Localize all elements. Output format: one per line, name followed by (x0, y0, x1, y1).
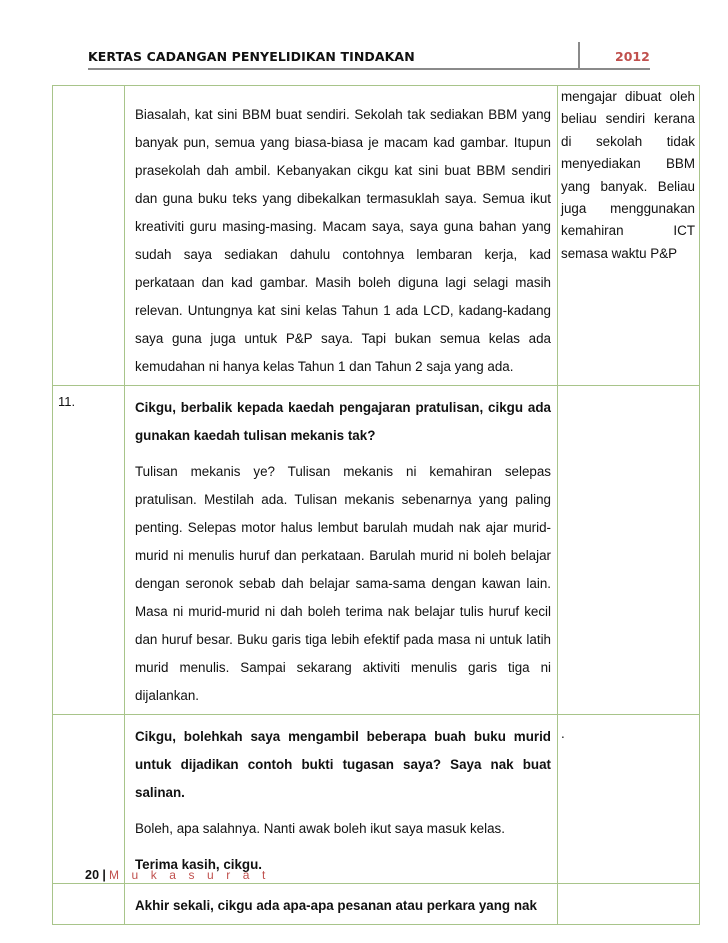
row-content (125, 386, 558, 715)
document-year: 2012 (615, 49, 650, 64)
row-content (125, 715, 558, 884)
question-paragraph: Akhir sekali, cikgu ada apa-apa pesanan atau perkara yang nak (135, 898, 537, 913)
page-label: M u k a s u r a t (109, 868, 270, 882)
header-divider (578, 42, 580, 68)
question-paragraph: Cikgu, berbalik kepada kaedah pengajaran pratulisan, cikgu ada gunakan kaedah tulisan mekanis tak? (135, 400, 551, 443)
answer-paragraph: Tulisan mekanis ye? Tulisan mekanis ni kemahiran selepas pratulisan. Mestilah ada. Tulisan mekanis sebenarnya yang paling penting. Selepas motor halus lembut barulah mudah nak ajar murid-murid ni menulis huruf dan perkataan. Barulah murid ni boleh belajar dengan seronok sebab dah belajar sama-sama dengan kawan lain. Masa ni murid-murid ni dah boleh terima nak belajar tulis huruf kecil dan huruf besar. Buku garis tiga lebih efektif pada masa ni untuk latih murid menulis. Sampai sekarang aktiviti menulis garis tiga ni dijalankan. (135, 464, 551, 703)
row-note: . (558, 715, 700, 884)
question-paragraph: Cikgu, bolehkah saya mengambil beberapa buah buku murid untuk dijadikan contoh bukti tugasan saya? Saya nak buat salinan. (135, 729, 551, 800)
table-row (53, 884, 700, 925)
header-rule (88, 68, 650, 70)
row-number (53, 715, 125, 884)
answer-paragraph: Boleh, apa salahnya. Nanti awak boleh ikut saya masuk kelas. (135, 821, 505, 836)
row-number: 11. (53, 386, 125, 715)
table-row (53, 86, 700, 386)
row-content (125, 86, 558, 386)
footer-separator: | (102, 868, 107, 882)
document-title: KERTAS CADANGAN PENYELIDIKAN TINDAKAN (88, 49, 415, 64)
row-note (558, 884, 700, 925)
page-header (70, 40, 650, 68)
answer-paragraph: Biasalah, kat sini BBM buat sendiri. Sekolah tak sediakan BBM yang banyak pun, semua yang biasa-biasa je macam kad gambar. Itupun prasekolah dah ambil. Kebanyakan cikgu kat sini buat BBM sendiri dan guna buku teks yang dibekalkan termasuklah saya. Semua ikut kreativiti guru masing-masing. Macam saya, saya guna bahan yang sudah saya sediakan dahulu contohnya lembaran kerja, kad perkataan dan kad gambar. Masih boleh diguna lagi selagi masih relevan. Untungnya kat sini kelas Tahun 1 ada LCD, kadang-kadang saya guna juga untuk P&P saya. Tapi bukan semua kelas ada kemudahan ni hanya kelas Tahun 1 dan Tahun 2 saja yang ada. (135, 107, 551, 374)
row-content (125, 884, 558, 925)
row-number (53, 86, 125, 386)
page-footer (85, 868, 270, 882)
table-row (53, 715, 700, 884)
interview-table (52, 85, 700, 925)
row-note (558, 386, 700, 715)
page-number: 20 (85, 868, 100, 882)
row-number (53, 884, 125, 925)
row-note: mengajar dibuat oleh beliau sendiri kerana di sekolah tidak menyediakan BBM yang banyak. Beliau juga menggunakan kemahiran ICT semasa waktu P&P (558, 86, 700, 386)
table-row (53, 386, 700, 715)
question-paragraph: Terima kasih, cikgu. (135, 857, 263, 872)
